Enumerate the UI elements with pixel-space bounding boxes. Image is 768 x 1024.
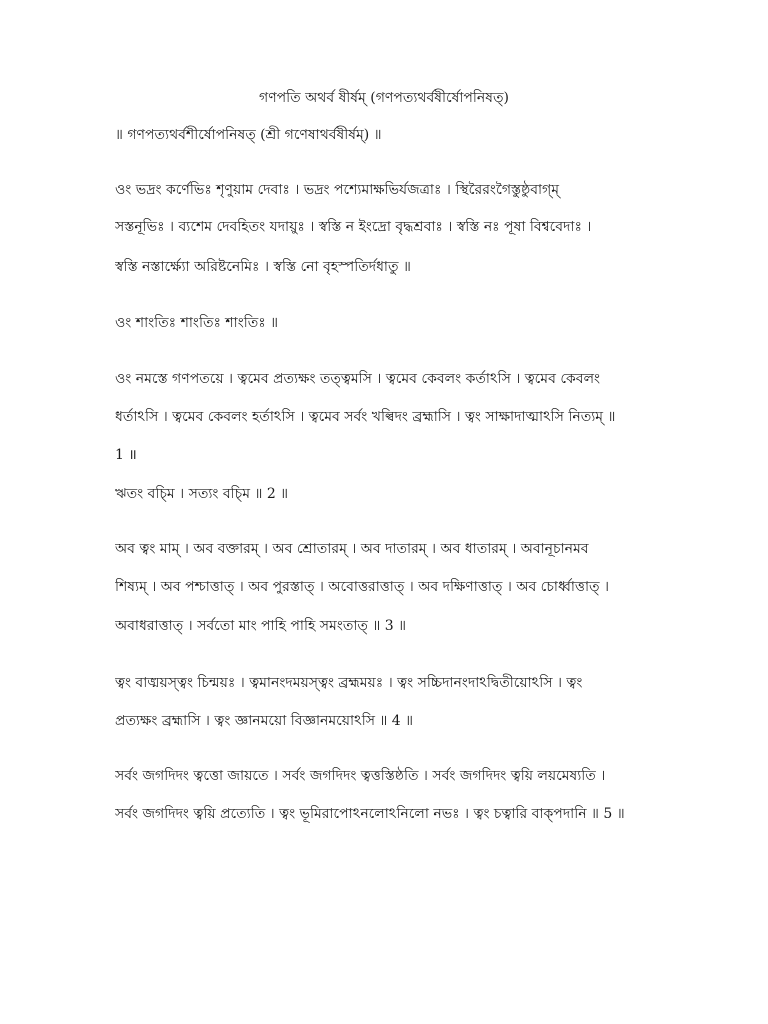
verse-line: শিষ্যম্ । অব পশ্চাত্তাত্ । অব পুরস্তাত্ । অবোত্তরাত্তাত্ । অব দক্ষিণাত্তাত্ । অব চোর্ধ্বাত্তাত্ । (115, 579, 609, 595)
verse-line: স্বস্তি নস্তার্ক্ষ্যো অরিষ্টনেমিঃ । স্বস্তি নো বৃহস্পতির্দধাতু ॥ (115, 259, 411, 275)
verse-line: সস্তনূভিঃ । ব্যশেম দেবহিতং যদায়ুঃ । স্বস্তি ন ইংদ্রো বৃদ্ধশ্রবাঃ । স্বস্তি নঃ পূষা বিশ্ববেদাঃ । (115, 219, 592, 235)
verse-line: ধর্তাঽসি । ত্বমেব কেবলং হর্তাঽসি । ত্বমেব সর্বং খল্বিদং ব্রহ্মাসি । ত্বং সাক্ষাদাত্মাঽসি নিত্যম্ ॥ (115, 409, 616, 425)
document-title: গণপতি অথর্ব ষীর্ষম্ (গণপত্যথর্বষীর্ষোপনিষত্) (259, 90, 509, 106)
document-heading: ॥ গণপত্যথর্বশীর্ষোপনিষত্ (শ্রী গণেষাথর্বষীর্ষম্) ॥ (115, 127, 382, 143)
verse-number: 1 ॥ (115, 447, 137, 463)
verse-line: ওং নমস্তে গণপতয়ে । ত্বমেব প্রত্যক্ষং তত্ত্বমসি । ত্বমেব কেবলং কর্তাঽসি । ত্বমেব কেবলং (115, 371, 601, 387)
verse-line: ওং শাংতিঃ শাংতিঃ শাংতিঃ ॥ (115, 315, 279, 331)
verse-line: সর্বং জগদিদং ত্বয়ি প্রত্যেতি । ত্বং ভূমিরাপোঽনলোঽনিলো নভঃ । ত্বং চত্বারি বাক্পদানি ॥ 5 ॥ (115, 806, 625, 822)
verse-line: ওং ভদ্রং কর্ণেভিঃ শৃণুয়াম দেবাঃ । ভদ্রং পশ্যেমাক্ষভির্যজত্রাঃ । স্থিরৈরংগৈস্তুষ্ঠুবাগ্‌ম্ (115, 182, 560, 198)
verse-line: অব ত্বং মাম্ । অব বক্তারম্ । অব শ্রোতারম্ । অব দাতারম্ । অব ধাতারম্ । অবানূচানমব (115, 541, 589, 557)
verse-line: প্রত্যক্ষং ব্রহ্মাসি । ত্বং জ্ঞানময়ো বিজ্ঞানময়োঽসি ॥ 4 ॥ (115, 713, 414, 729)
verse-line: অবাধরাত্তাত্ । সর্বতো মাং পাহি পাহি সমংতাত্ ॥ 3 ॥ (115, 618, 407, 634)
verse-line: ত্বং বাঙ্ময়স্ত্বং চিন্ময়ঃ । ত্বমানংদময়স্ত্বং ব্রহ্মময়ঃ । ত্বং সচ্চিদানংদাঽদ্বিতীয়োঽসি । ত্বং (115, 675, 583, 691)
verse-line: ঋতং বচ্মি । সত্যং বচ্মি ॥ 2 ॥ (115, 486, 289, 502)
verse-line: সর্বং জগদিদং ত্বত্তো জায়তে । সর্বং জগদিদং ত্বত্তস্তিষ্ঠতি । সর্বং জগদিদং ত্বয়ি লয়মেষ্যতি । (115, 768, 606, 784)
